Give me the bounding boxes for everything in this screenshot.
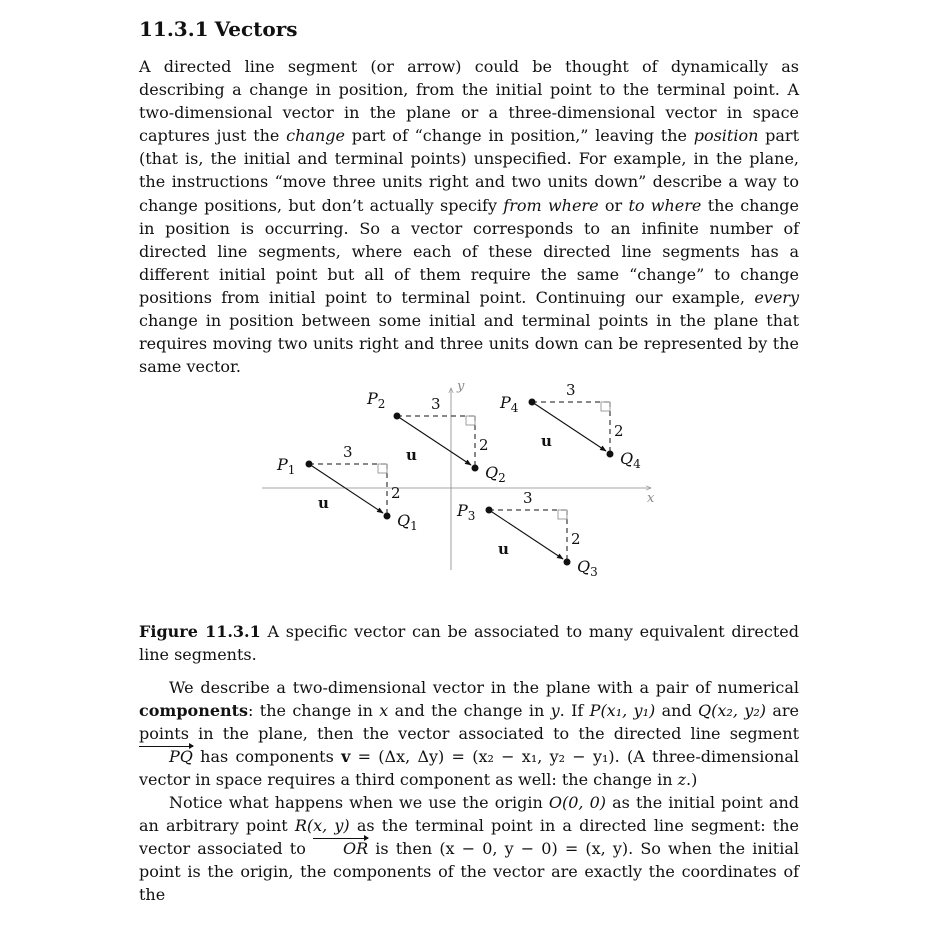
intro-emphasis-2: position [693, 126, 759, 146]
math-vector-or: OR [313, 837, 368, 860]
body1-text-6: are points in the plane, then the vector associated to the directed line segment [139, 700, 799, 743]
body1-text-3: and the change in [388, 700, 551, 720]
point-label-p: $P_2$ [367, 389, 386, 412]
right-angle-marker [558, 510, 567, 519]
y-axis-label: y [457, 380, 465, 395]
point-label-p: $P_3$ [457, 501, 476, 524]
vector-u-label: u [318, 494, 329, 513]
x-axis-label: x [647, 491, 655, 507]
vertical-change-label: 2 [614, 422, 624, 441]
terminal-point [384, 513, 391, 520]
intro-emphasis-3: from where [503, 195, 599, 215]
math-vector-pq: PQ [139, 745, 193, 768]
body1-text-5: and [655, 700, 699, 720]
vector-u-label: u [498, 540, 509, 559]
figure-caption-label: Figure 11.3.1 [139, 622, 261, 642]
vector-diagram [139, 380, 799, 620]
body1-text-2: : the change in [248, 700, 380, 720]
math-x: x [379, 700, 389, 720]
horizontal-change-label: 3 [431, 395, 441, 414]
vertical-change-label: 2 [479, 436, 489, 455]
body2-text-1: Notice what happens when we use the origin [169, 792, 549, 812]
terminal-point [607, 451, 614, 458]
body2-text-3: as the terminal point in a directed line segment: the vector associated to [139, 816, 799, 859]
right-angle-marker [378, 464, 387, 473]
terminal-point [564, 559, 571, 566]
math-origin: O(0, 0) [548, 792, 607, 812]
intro-text-2: part of “change in position,” leaving the [344, 126, 694, 146]
body1-text-8: = (Δx, Δy) = (x₂ − x₁, y₂ − y₁). (A three-dimensional vector in space requires a third component as well: the change in [139, 746, 799, 789]
vector-u-label: u [406, 446, 417, 465]
right-angle-marker [466, 416, 475, 425]
right-angle-marker [601, 402, 610, 411]
initial-point [394, 413, 401, 420]
terminal-point [472, 465, 479, 472]
intro-emphasis-4: to where [628, 195, 702, 215]
section-heading [139, 14, 799, 44]
figure-caption [139, 620, 799, 666]
point-label-q: $Q_2$ [485, 463, 506, 486]
horizontal-change-label: 3 [343, 443, 353, 462]
math-point-p: P(x₁, y₁) [589, 700, 656, 720]
vector-u-label: u [541, 432, 552, 451]
point-label-p: $P_1$ [277, 455, 296, 478]
point-label-p: $P_4$ [500, 393, 519, 416]
section-title: Vectors [214, 17, 298, 41]
vertical-change-label: 2 [571, 530, 581, 549]
initial-point [529, 399, 536, 406]
point-label-q: $Q_1$ [397, 511, 418, 534]
body2-text-2: as the initial point and an arbitrary point [139, 792, 800, 836]
page [139, 14, 799, 906]
point-label-q: $Q_4$ [620, 449, 641, 472]
math-point-q: Q(x₂, y₂) [698, 700, 766, 720]
origin-paragraph [139, 791, 799, 906]
components-term: components [139, 700, 249, 720]
intro-emphasis-5: every [754, 287, 799, 307]
body1-text-7: has components [192, 746, 342, 766]
body2-text-4: is then (x − 0, y − 0) = (x, y). So when the initial point is the origin, the components of the vector are exactly the coordinates of the [139, 839, 799, 905]
figure-caption-text: A specific vector can be associated to many equivalent directed line segments. [139, 622, 800, 665]
intro-text-5: the change in position is occurring. So a vector corresponds to an infinite number of directed line segments, where each of these directed line segments has a different initial point but all of them require the same “change” to change positions from initial point to terminal point. Continuing our example, [139, 195, 800, 307]
vertical-change-label: 2 [391, 484, 401, 503]
body1-text-1: We describe a two-dimensional vector in the plane with a pair of numerical [169, 677, 799, 697]
intro-emphasis-1: change [286, 126, 345, 146]
initial-point [486, 507, 493, 514]
math-vector-v: v [341, 746, 351, 766]
point-label-q: $Q_3$ [577, 557, 598, 580]
components-paragraph [139, 676, 799, 791]
horizontal-change-label: 3 [566, 381, 576, 400]
intro-paragraph [139, 55, 799, 378]
body1-text-4: . If [559, 700, 590, 720]
intro-text-6: change in position between some initial and terminal points in the plane that requires moving two units right and three units down can be represented by the same vector. [139, 311, 799, 377]
horizontal-change-label: 3 [523, 489, 533, 508]
section-number: 11.3.1 [139, 17, 209, 41]
intro-text-4: or [598, 195, 629, 215]
math-y: y [550, 700, 560, 720]
math-point-r: R(x, y) [294, 816, 350, 836]
intro-text-1: A directed line segment (or arrow) could be thought of dynamically as describing a change in position, from the initial point to the terminal point. A two-dimensional vector in the plane or a three-dimensional vector in space captures just the [139, 57, 799, 146]
math-z: z [677, 769, 687, 789]
intro-text-3: part (that is, the initial and terminal points) unspecified. For example, in the plane, the instructions “move three units right and two units down” describe a way to change positions, but don’t actually specify [139, 126, 800, 215]
initial-point [306, 461, 313, 468]
vector-figure [139, 380, 799, 620]
body1-text-9: .) [686, 769, 698, 789]
